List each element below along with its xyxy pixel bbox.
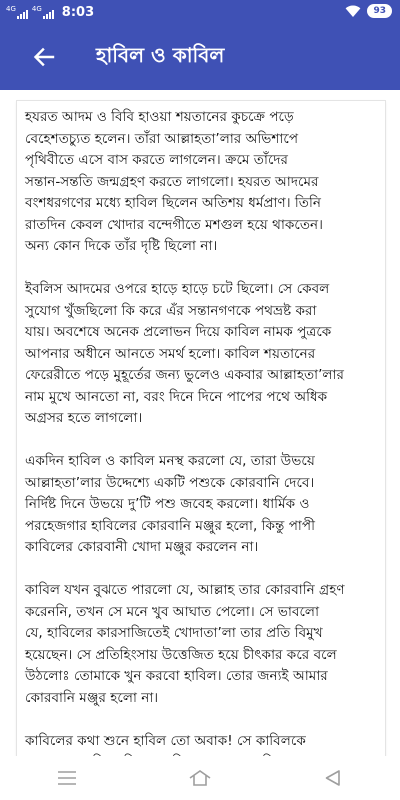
page-title: হাবিল ও কাবিল <box>96 42 225 67</box>
network-type-label: 4G <box>31 4 42 13</box>
signal-bars-icon <box>43 9 54 19</box>
status-left <box>0 5 94 20</box>
status-time: 8:03 <box>61 4 95 20</box>
back-triangle-icon <box>325 770 341 786</box>
story-text: হযরত আদম ও বিবি হাওয়া শয়তানের কুচক্রে পড়ে বেহেশতচ্যুত হলেন। তাঁরা আল্লাহতা’লার অভিশাপে পৃথিবীতে এসে বাস করতে লাগলেন। ক্রমে তাঁদের সন্তান-সন্ততি জন্মগ্রহণ করতে লাগলো। হযরত আদমের বংশধরগণের মধ্যে হাবিল ছিলেন অতিশয় ধর্মপ্রাণ। তিনি রাতদিন কেবল খোদার বন্দেগীতে মশগুল হয়ে থাকতেন। অন্য কোন দিকে তাঁর দৃষ্টি ছিলো না। ইবলিস আদমের ওপরে হাড়ে হাড়ে চটে ছিলো। সে কেবল সুযোগ খুঁজছিলো কি করে এঁর সন্তানগণকে পথভ্রষ্ট করা যায়। অবশেষে অনেক প্রলোভন দিয়ে কাবিল নামক পুত্রকে আপনার অধীনে আনতে সমর্থ হলো। কাবিল শয়তানের ফেরেরীতে পড়ে মুহূর্তের জন্য ভুলেও একবার আল্লাহতা’লার নাম মুখে আনতো না, বরং দিনে দিনে পাপের পথে অধিক অগ্রসর হতে লাগলো। একদিন হাবিল ও কাবিল মনস্থ করলো যে, তারা উভয়ে আল্লাহতা’লার উদ্দেশ্যে একটি পশুকে কোরবানি দেবে। নির্দিষ্ট দিনে উভয়ে দু’টি পশু জবেহ করলো। ধার্মিক ও পরহেজগার হাবিলের কোরবানি মঞ্জুর হলো, কিন্তু পাপী কাবিলের কোরবানী খোদা মঞ্জুর করলেন না। কাবিল যখন বুঝতে পারলো যে, আল্লাহ তার কোরবানি গ্রহণ করেননি, তখন সে মনে খুব আঘাত পেলো। সে ভাবলো যে, হাবিলের কারসাজিতেই খোদাতা’লা তার প্রতি বিমুখ হয়েছেন। সে প্রতিহিংসায় উত্তেজিত হয়ে চীৎকার করে বলে উঠলোঃ তোমাকে খুন করবো হাবিল। তোর জন্যই আমার কোরবানি মঞ্জুর হলো না। কাবিলের কথা শুনে হাবিল তো অবাক! সে কাবিলকে <box>25 109 345 749</box>
back-nav-button[interactable] <box>313 758 353 798</box>
app-bar <box>0 24 400 90</box>
home-icon <box>189 770 211 786</box>
back-button[interactable] <box>20 33 68 81</box>
network-indicator-1 <box>6 6 28 19</box>
wifi-icon <box>345 5 361 18</box>
battery-indicator: 93 <box>367 4 392 18</box>
arrow-back-icon <box>34 48 54 66</box>
signal-bars-icon <box>17 9 28 19</box>
network-indicator-2 <box>32 6 54 19</box>
status-right <box>345 4 392 18</box>
home-button[interactable] <box>180 758 220 798</box>
system-navigation-bar <box>0 756 400 800</box>
story-scroll-area[interactable] <box>0 90 400 756</box>
network-type-label: 4G <box>6 4 16 13</box>
menu-button[interactable] <box>47 758 87 798</box>
menu-icon <box>58 771 76 785</box>
status-bar <box>0 0 400 24</box>
story-card <box>17 101 385 781</box>
